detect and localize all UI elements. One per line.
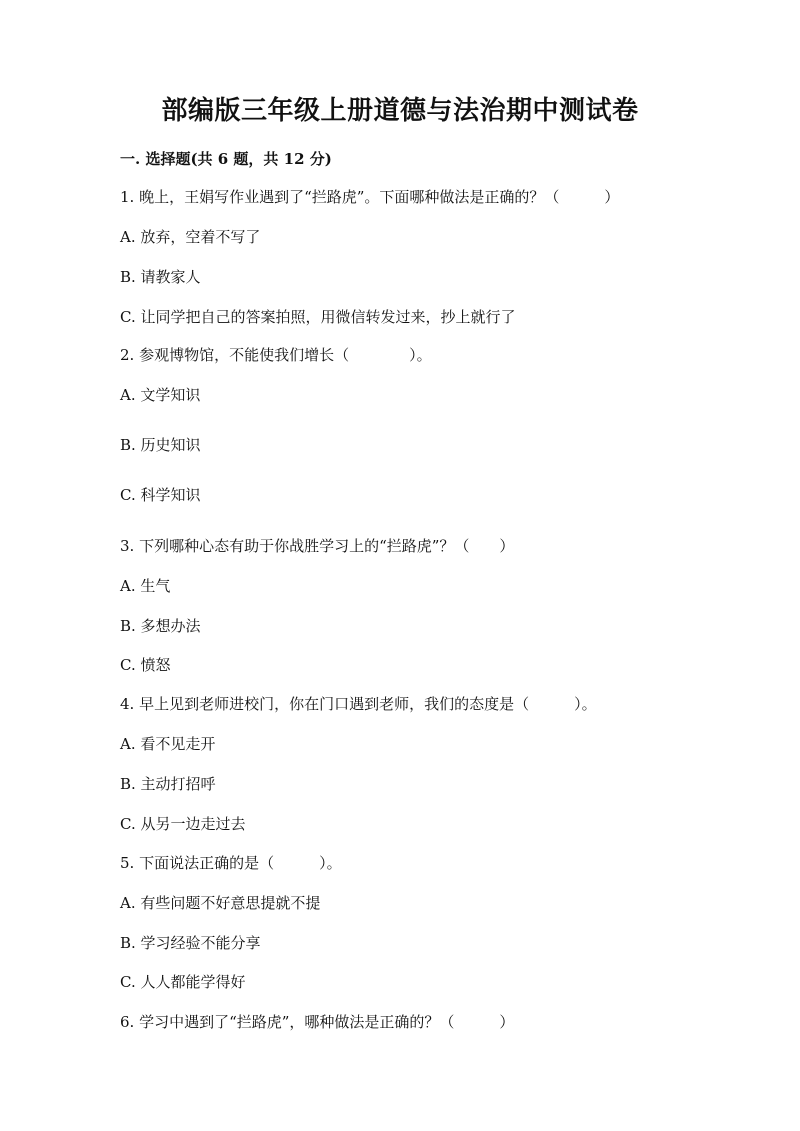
question-4-option-c: C. 从另一边走过去 [120,815,246,833]
question-5-option-b: B. 学习经验不能分享 [120,934,261,952]
question-3-option-b: B. 多想办法 [120,617,201,635]
question-2-stem: 2. 参观博物馆，不能使我们增长（ ）。 [120,346,432,364]
page-title: 部编版三年级上册道德与法治期中测试卷 [161,96,639,126]
question-3-option-c: C. 愤怒 [120,656,171,674]
question-4-option-b: B. 主动打招呼 [120,775,216,793]
question-2-option-c: C. 科学知识 [120,486,201,504]
question-1-stem: 1. 晚上，王娟写作业遇到了“拦路虎”。下面哪种做法是正确的？（ ） [120,188,620,206]
question-5-option-c: C. 人人都能学得好 [120,973,246,991]
section-heading: 一. 选择题(共 6 题，共 12 分) [120,150,332,168]
question-1-option-c: C. 让同学把自己的答案拍照，用微信转发过来，抄上就行了 [120,308,516,326]
question-2-option-a: A. 文学知识 [120,386,201,404]
question-3-option-a: A. 生气 [120,577,171,595]
question-4-option-a: A. 看不见走开 [120,735,216,753]
question-5-stem: 5. 下面说法正确的是（ ）。 [120,854,342,872]
question-2-option-b: B. 历史知识 [120,436,201,454]
question-3-stem: 3. 下列哪种心态有助于你战胜学习上的“拦路虎”？（ ） [120,537,515,555]
question-5-option-a: A. 有些问题不好意思提就不提 [120,894,321,912]
question-6-stem: 6. 学习中遇到了“拦路虎”，哪种做法是正确的？（ ） [120,1013,515,1031]
question-4-stem: 4. 早上见到老师进校门，你在门口遇到老师，我们的态度是（ ）。 [120,695,597,713]
question-1-option-a: A. 放弃，空着不写了 [120,228,261,246]
question-1-option-b: B. 请教家人 [120,268,201,286]
